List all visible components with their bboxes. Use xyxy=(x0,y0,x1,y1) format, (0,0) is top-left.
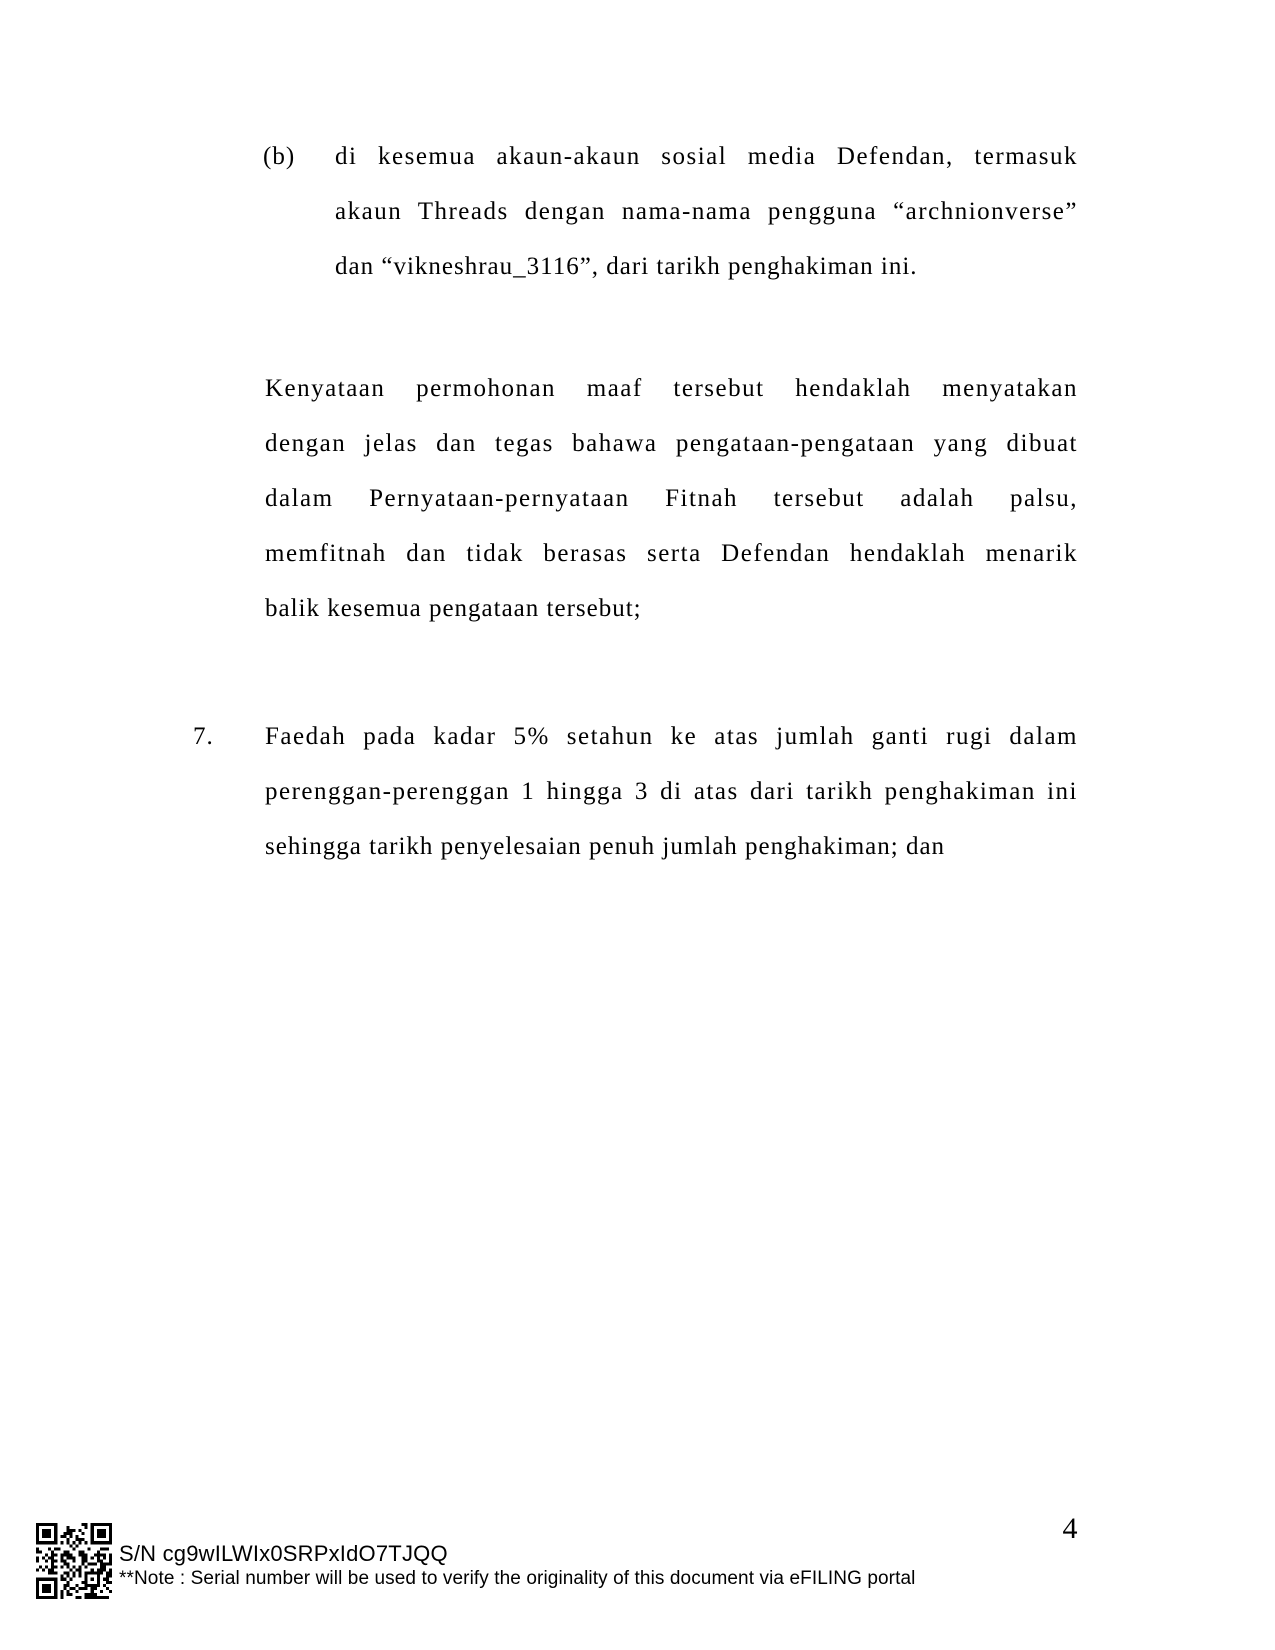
text-line: perenggan-perenggan 1 hingga 3 di atas dari tarikh penghakiman ini xyxy=(265,778,1078,805)
qr-code-icon xyxy=(36,1523,112,1599)
text-line: akaun Threads dengan nama-nama pengguna “archnionverse” xyxy=(335,198,1078,225)
serial-number: S/N cg9wILWIx0SRPxIdO7TJQQ xyxy=(119,1541,448,1566)
text-line: Kenyataan permohonan maaf tersebut hendaklah menyatakan xyxy=(265,375,1078,402)
list-item-7-marker: 7. xyxy=(193,723,214,750)
text-line: sehingga tarikh penyelesaian penuh jumlah penghakiman; dan xyxy=(265,833,946,860)
text-line: dengan jelas dan tegas bahawa pengataan-pengataan yang dibuat xyxy=(265,430,1078,457)
text-line: di kesemua akaun-akaun sosial media Defendan, termasuk xyxy=(335,143,1078,170)
apology-paragraph xyxy=(265,361,1078,636)
list-item-b-text xyxy=(335,129,1078,294)
list-item-7-text xyxy=(265,709,1078,874)
text-line: memfitnah dan tidak berasas serta Defendan hendaklah menarik xyxy=(265,540,1078,567)
text-line: dan “vikneshrau_3116”, dari tarikh penghakiman ini. xyxy=(335,253,918,280)
text-line: Faedah pada kadar 5% setahun ke atas jumlah ganti rugi dalam xyxy=(265,723,1078,750)
text-line: balik kesemua pengataan tersebut; xyxy=(265,595,642,622)
text-line: dalam Pernyataan-pernyataan Fitnah tersebut adalah palsu, xyxy=(265,485,1078,512)
serial-note: **Note : Serial number will be used to verify the originality of this document via eFILING portal xyxy=(119,1568,916,1589)
list-item-b-marker: (b) xyxy=(263,143,296,170)
page-number: 4 xyxy=(1062,1512,1078,1545)
